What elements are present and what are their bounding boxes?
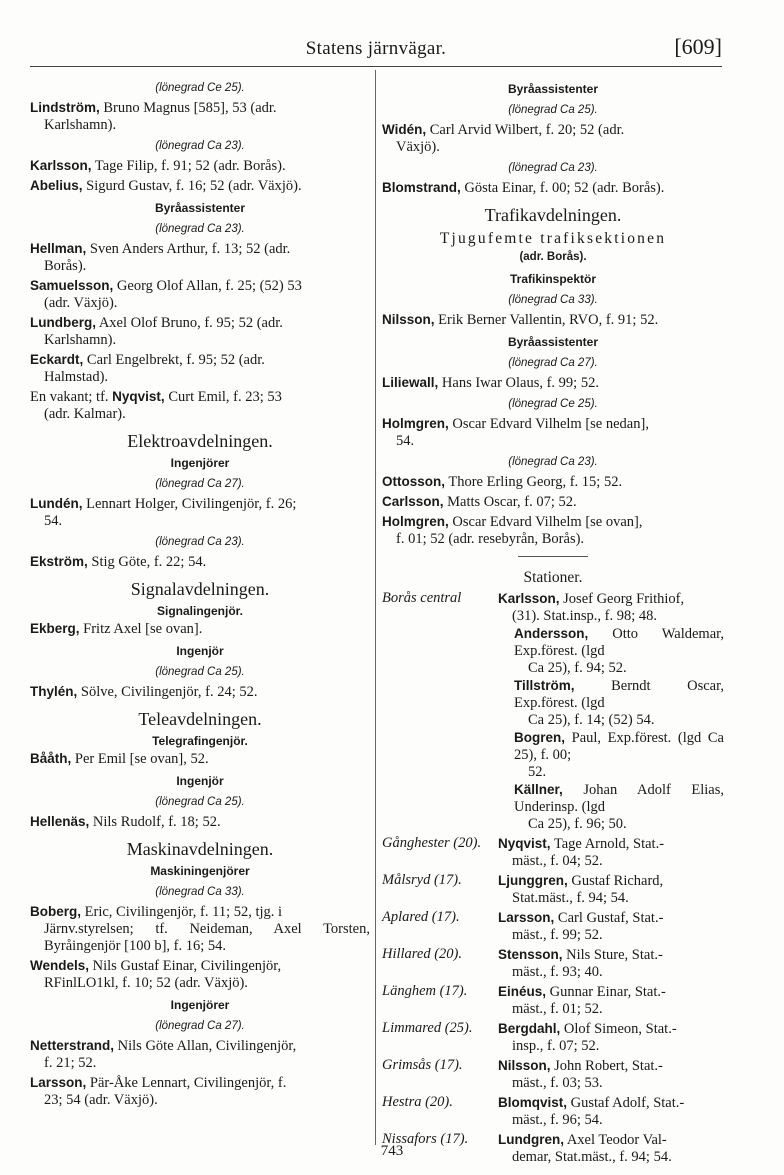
person-entry	[498, 1094, 724, 1129]
person-details-continued: insp., f. 07; 52.	[512, 1038, 600, 1054]
salary-grade: (lönegrad Ca 25).	[508, 104, 598, 116]
person-entry	[382, 311, 724, 329]
department-heading: Teleavdelningen.	[138, 709, 262, 729]
person-entry	[498, 729, 724, 781]
person-details: Carl Engelbrekt, f. 95; 52 (adr.	[86, 352, 265, 368]
person-details-continued: Halmstad).	[44, 369, 109, 385]
person-details: Nils Göte Allan, Civilingenjör,	[117, 1038, 297, 1054]
person-details-continued: (adr. Kalmar).	[44, 406, 126, 422]
person-details-continued: 23; 54 (adr. Växjö).	[44, 1092, 158, 1108]
person-details: Axel Olof Bruno, f. 95; 52 (adr.	[98, 315, 283, 331]
person-surname: Ottosson,	[382, 474, 445, 489]
person-surname: Larsson,	[30, 1075, 87, 1090]
person-entry	[30, 351, 370, 386]
person-surname: Holmgren,	[382, 514, 449, 529]
person-surname: Blomqvist,	[498, 1095, 568, 1110]
station-name: Grimsås (17).	[382, 1057, 463, 1073]
station-row	[382, 1094, 724, 1129]
person-details-continued: Karlshamn).	[44, 117, 117, 133]
department-heading: Elektroavdelningen.	[127, 431, 273, 451]
person-entry	[30, 99, 370, 134]
station-row	[382, 835, 724, 870]
person-details: Per Emil [se ovan], 52.	[74, 751, 209, 767]
person-details: Stig Göte, f. 22; 54.	[91, 554, 207, 570]
station-name: Borås central	[382, 590, 462, 606]
role-heading: Ingenjörer	[170, 456, 230, 470]
person-details-continued: f. 01; 52 (adr. resebyrån, Borås).	[396, 531, 585, 547]
person-surname: Källner,	[514, 782, 563, 797]
person-entry	[30, 957, 370, 992]
person-entry	[30, 903, 370, 955]
person-surname: Thylén,	[30, 684, 78, 699]
person-entry	[30, 277, 370, 312]
person-details: Curt Emil, f. 23; 53	[168, 389, 282, 405]
person-entry	[382, 513, 724, 548]
running-title: Statens järnvägar.	[305, 38, 447, 59]
person-entry	[30, 683, 370, 701]
person-surname: Liliewall,	[382, 375, 439, 390]
station-row	[382, 946, 724, 981]
person-details: Axel Teodor Val-	[566, 1132, 667, 1148]
salary-grade: (lönegrad Ca 27).	[155, 478, 245, 490]
role-heading: Byråassistenter	[507, 82, 599, 96]
person-entry	[30, 240, 370, 275]
person-details-continued: Järnv.styrelsen; tf. Neideman, Axel Torsten, Byråingenjör [100 b], f. 16; 54.	[44, 921, 370, 954]
person-surname: Bogren,	[514, 730, 566, 745]
station-name: Hestra (20).	[382, 1094, 453, 1110]
person-details-continued: 54.	[396, 433, 415, 449]
person-details: Otto Waldemar, Exp.förest. (lgd	[514, 626, 725, 659]
person-entry	[498, 872, 724, 907]
person-details: Oscar Edvard Vilhelm [se nedan],	[452, 416, 649, 432]
person-surname: Nyqvist,	[112, 389, 165, 404]
person-entry	[498, 835, 724, 870]
person-details: Bruno Magnus [585], 53 (adr.	[103, 100, 277, 116]
person-surname: Lundgren,	[498, 1132, 564, 1147]
station-staff	[498, 909, 724, 944]
person-surname: Tillström,	[514, 678, 575, 693]
person-entry	[30, 750, 370, 768]
station-name: Hillared (20).	[382, 946, 463, 962]
section-address: (adr. Borås).	[519, 251, 587, 263]
person-surname: Karlsson,	[30, 158, 92, 173]
person-entry	[382, 121, 724, 156]
person-details: Gustaf Richard,	[571, 873, 664, 889]
person-surname: Carlsson,	[382, 494, 444, 509]
person-details-continued: (31). Stat.insp., f. 98; 48.	[512, 608, 657, 624]
salary-grade: (lönegrad Ca 27).	[155, 1020, 245, 1032]
role-heading: Maskiningenjörer	[150, 864, 250, 878]
person-surname: Andersson,	[514, 626, 589, 641]
person-surname: Hellenäs,	[30, 814, 90, 829]
station-staff	[498, 1020, 724, 1055]
page-number: 743	[380, 1143, 404, 1159]
station-staff	[498, 835, 724, 870]
person-details-continued: Ca 25), f. 14; (52) 54.	[528, 712, 655, 728]
person-entry	[30, 1037, 370, 1072]
salary-grade: (lönegrad Ca 33).	[155, 886, 245, 898]
section-heading: Tjugufemte trafiksektionen	[439, 230, 667, 247]
person-entry	[30, 813, 370, 831]
department-heading: Signalavdelningen.	[130, 579, 270, 599]
person-details-continued: Borås).	[44, 258, 87, 274]
person-entry	[382, 493, 724, 511]
station-staff	[498, 983, 724, 1018]
person-surname: Lindström,	[30, 100, 100, 115]
station-row	[382, 1020, 724, 1055]
person-surname: Lundberg,	[30, 315, 96, 330]
salary-grade: (lönegrad Ca 33).	[508, 294, 598, 306]
station-name: Gånghester (20).	[382, 835, 482, 851]
person-details: Olof Simeon, Stat.-	[563, 1021, 677, 1037]
person-surname: Ekström,	[30, 554, 88, 569]
person-entry	[30, 157, 370, 175]
person-entry	[498, 1020, 724, 1055]
person-details: John Robert, Stat.-	[554, 1058, 663, 1074]
role-heading: Trafikinspektör	[509, 272, 597, 286]
column-divider	[375, 70, 376, 1145]
person-details-continued: mäst., f. 93; 40.	[512, 964, 603, 980]
role-heading: Telegrafingenjör.	[152, 734, 248, 748]
person-details: Georg Olof Allan, f. 25; (52) 53	[116, 278, 302, 294]
person-details-continued: mäst., f. 01; 52.	[512, 1001, 603, 1017]
person-details: Sölve, Civilingenjör, f. 24; 52.	[80, 684, 258, 700]
person-surname: Wendels,	[30, 958, 90, 973]
person-surname: Bergdahl,	[498, 1021, 561, 1036]
station-name: Nissafors (17).	[382, 1131, 469, 1147]
salary-grade: (lönegrad Ce 25).	[508, 398, 598, 410]
person-details-continued: 54.	[44, 513, 63, 529]
person-details: Nils Sture, Stat.-	[566, 947, 663, 963]
person-details-continued: mäst., f. 04; 52.	[512, 853, 603, 869]
role-heading: Ingenjör	[176, 644, 224, 658]
person-details-continued: (adr. Växjö).	[44, 295, 118, 311]
person-details-continued: Växjö).	[396, 139, 440, 155]
salary-grade: (lönegrad Ca 23).	[155, 140, 245, 152]
person-details: Tage Arnold, Stat.-	[553, 836, 665, 852]
person-surname: Nilsson,	[382, 312, 435, 327]
person-surname: Stensson,	[498, 947, 563, 962]
person-entry	[30, 314, 370, 349]
person-details: Eric, Civilingenjör, f. 11; 52, tjg. i	[84, 904, 283, 920]
person-details: Gustaf Adolf, Stat.-	[570, 1095, 685, 1111]
person-details: Johan Adolf Elias, Underinsp. (lgd	[514, 782, 724, 815]
person-details-continued: mäst., f. 03; 53.	[512, 1075, 603, 1091]
person-surname: Einéus,	[498, 984, 547, 999]
person-details: Josef Georg Frithiof,	[563, 591, 685, 607]
person-surname: Lundén,	[30, 496, 83, 511]
person-details: Carl Arvid Wilbert, f. 20; 52 (adr.	[429, 122, 625, 138]
person-surname: Hellman,	[30, 241, 87, 256]
person-details: Paul, Exp.förest. (lgd Ca 25), f. 00;	[514, 730, 724, 763]
role-heading: Ingenjör	[176, 774, 224, 788]
station-row	[382, 1057, 724, 1092]
salary-grade: (lönegrad Ca 23).	[508, 456, 598, 468]
salary-grade: (lönegrad Ca 23).	[508, 162, 598, 174]
page-header	[30, 36, 722, 67]
person-details-continued: Karlshamn).	[44, 332, 117, 348]
role-heading: Signalingenjör.	[156, 604, 243, 618]
station-staff	[498, 946, 724, 981]
station-staff	[498, 1057, 724, 1092]
person-details: Nils Gustaf Einar, Civilingenjör,	[92, 958, 282, 974]
person-entry	[498, 590, 724, 625]
person-entry	[30, 1074, 370, 1109]
page-reference: [609]	[674, 34, 722, 59]
person-details-continued: Stat.mäst., f. 94; 54.	[512, 890, 629, 906]
person-surname: Ljunggren,	[498, 873, 568, 888]
person-entry	[30, 553, 370, 571]
person-entry	[382, 473, 724, 491]
person-entry	[498, 781, 724, 833]
person-entry	[498, 677, 724, 729]
person-surname: Netterstrand,	[30, 1038, 115, 1053]
person-details: Sven Anders Arthur, f. 13; 52 (adr.	[89, 241, 291, 257]
person-surname: Boberg,	[30, 904, 82, 919]
person-details: Berndt Oscar, Exp.förest. (lgd	[514, 678, 724, 711]
role-heading: Ingenjörer	[170, 998, 230, 1012]
person-details: Sigurd Gustav, f. 16; 52 (adr. Växjö).	[86, 178, 302, 194]
role-heading: Byråassistenter	[154, 201, 246, 215]
person-details-continued: Ca 25), f. 96; 50.	[528, 816, 627, 832]
person-details: Gunnar Einar, Stat.-	[549, 984, 666, 1000]
person-details: Gösta Einar, f. 00; 52 (adr. Borås).	[464, 180, 665, 196]
person-details: Carl Gustaf, Stat.-	[557, 910, 664, 926]
person-details: Nils Rudolf, f. 18; 52.	[92, 814, 221, 830]
person-entry	[498, 946, 724, 981]
person-surname: Holmgren,	[382, 416, 449, 431]
station-name: Limmared (25).	[382, 1020, 473, 1036]
stations-heading: Stationer.	[523, 569, 583, 586]
person-entry	[30, 620, 370, 638]
entry-prefix: En vakant; tf.	[30, 389, 109, 405]
person-surname: Bååth,	[30, 751, 72, 766]
station-name: Aplared (17).	[382, 909, 460, 925]
person-details: Thore Erling Georg, f. 15; 52.	[448, 474, 623, 490]
person-surname: Ekberg,	[30, 621, 80, 636]
station-row	[382, 983, 724, 1018]
person-details: Lennart Holger, Civilingenjör, f. 26;	[86, 496, 297, 512]
station-row	[382, 872, 724, 907]
station-staff	[498, 590, 724, 833]
person-entry	[498, 625, 724, 677]
person-entry	[382, 415, 724, 450]
person-entry	[30, 177, 370, 195]
person-surname: Nilsson,	[498, 1058, 551, 1073]
salary-grade: (lönegrad Ca 27).	[508, 357, 598, 369]
person-entry	[498, 909, 724, 944]
person-details: Pär-Åke Lennart, Civilingenjör, f.	[89, 1075, 287, 1091]
station-row	[382, 590, 724, 833]
station-name: Länghem (17).	[382, 983, 468, 999]
person-entry	[30, 495, 370, 530]
person-entry	[382, 374, 724, 392]
right-column	[382, 76, 724, 1168]
section-rule	[518, 556, 588, 557]
salary-grade: (lönegrad Ca 25).	[155, 796, 245, 808]
person-surname: Blomstrand,	[382, 180, 461, 195]
person-surname: Samuelsson,	[30, 278, 114, 293]
person-surname: Abelius,	[30, 178, 83, 193]
station-name: Målsryd (17).	[382, 872, 462, 888]
person-details: Matts Oscar, f. 07; 52.	[447, 494, 577, 510]
person-details-continued: RFinlLO1kl, f. 10; 52 (adr. Växjö).	[44, 975, 248, 991]
role-heading: Byråassistenter	[507, 335, 599, 349]
person-details: Erik Berner Vallentin, RVO, f. 91; 52.	[438, 312, 659, 328]
person-details: Hans Iwar Olaus, f. 99; 52.	[441, 375, 599, 391]
department-heading: Maskinavdelningen.	[126, 839, 274, 859]
person-surname: Widén,	[382, 122, 427, 137]
person-details-continued: 52.	[528, 764, 547, 780]
person-surname: Larsson,	[498, 910, 555, 925]
left-column	[30, 76, 370, 1111]
person-details-continued: f. 21; 52.	[44, 1055, 97, 1071]
person-details-continued: demar, Stat.mäst., f. 94; 54.	[512, 1149, 672, 1165]
salary-grade: (lönegrad Ca 25).	[155, 666, 245, 678]
person-surname: Eckardt,	[30, 352, 84, 367]
person-entry	[30, 388, 370, 423]
person-details-continued: Ca 25), f. 94; 52.	[528, 660, 627, 676]
department-heading: Trafikavdelningen.	[484, 205, 622, 225]
station-staff	[498, 1094, 724, 1129]
person-details: Fritz Axel [se ovan].	[83, 621, 203, 637]
station-row	[382, 909, 724, 944]
person-entry	[498, 1057, 724, 1092]
salary-grade: (lönegrad Ca 23).	[155, 223, 245, 235]
person-details: Tage Filip, f. 91; 52 (adr. Borås).	[94, 158, 286, 174]
salary-grade: (lönegrad Ce 25).	[155, 82, 245, 94]
person-entry	[498, 983, 724, 1018]
person-details-continued: mäst., f. 99; 52.	[512, 927, 603, 943]
person-entry	[382, 179, 724, 197]
person-details: Oscar Edvard Vilhelm [se ovan],	[452, 514, 643, 530]
station-staff	[498, 872, 724, 907]
person-surname: Nyqvist,	[498, 836, 551, 851]
salary-grade: (lönegrad Ca 23).	[155, 536, 245, 548]
person-surname: Karlsson,	[498, 591, 560, 606]
person-details-continued: mäst., f. 96; 54.	[512, 1112, 603, 1128]
